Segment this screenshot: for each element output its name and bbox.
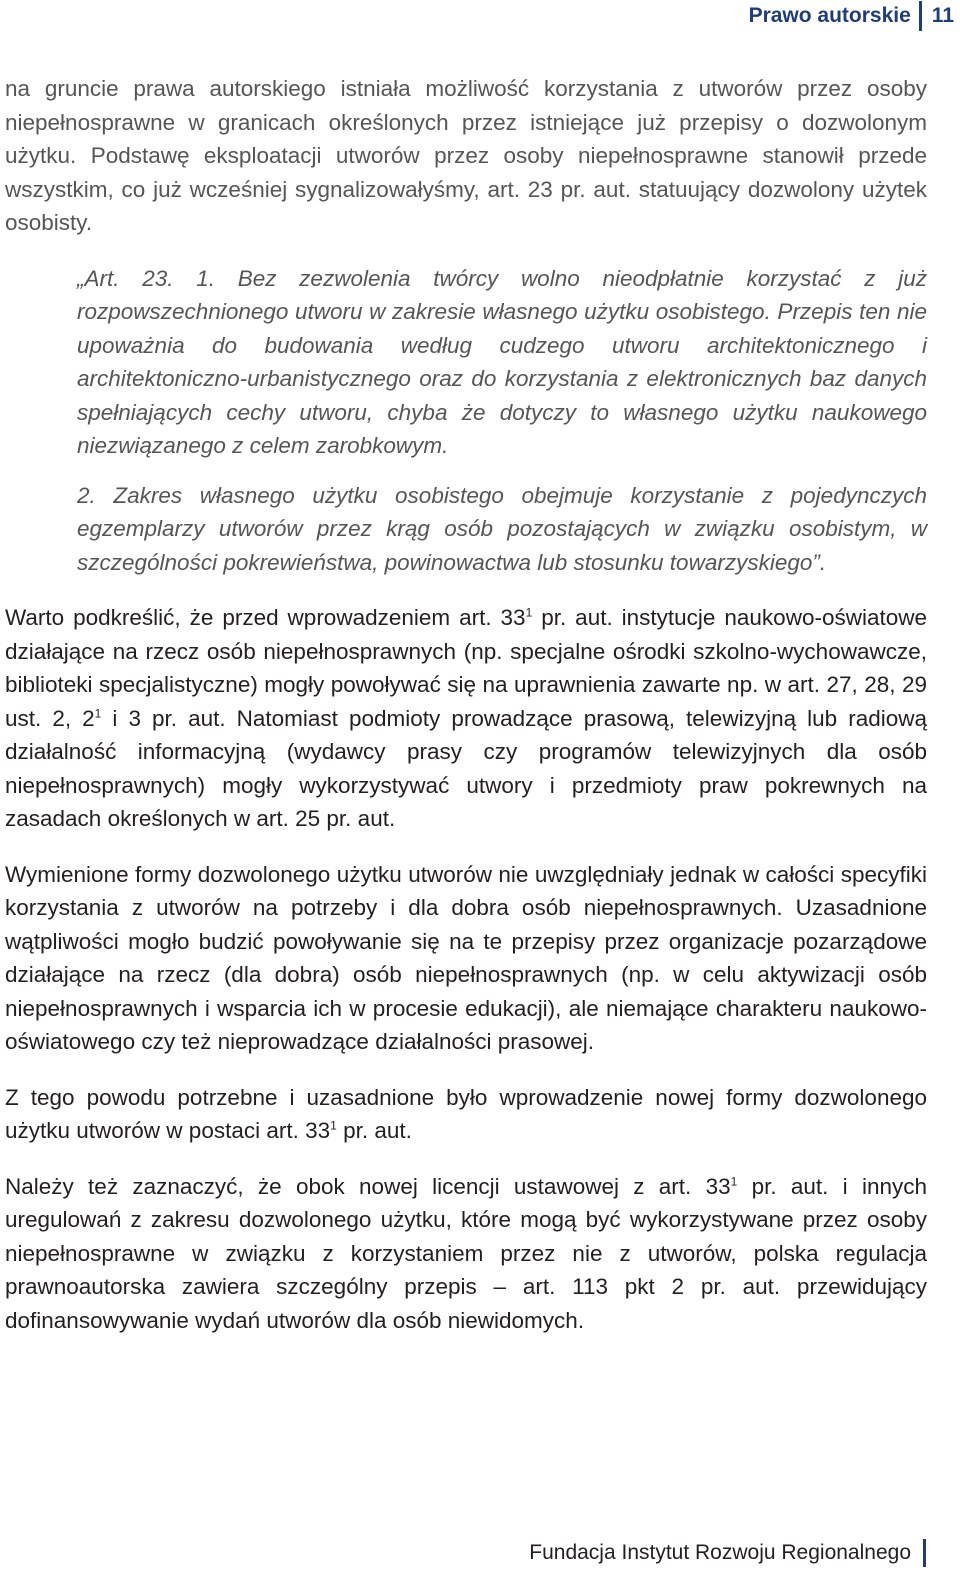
- footnote-superscript: 1: [94, 706, 102, 720]
- paragraph-4-text-a: Należy też zaznaczyć, że obok nowej licencji ustawowej z art. 33: [5, 1173, 731, 1199]
- footer-publisher: Fundacja Instytut Rozwoju Regionalnego: [529, 1541, 911, 1564]
- footnote-superscript: 1: [330, 1118, 337, 1133]
- paragraph-1-text-a: Warto podkreślić, że przed wprowadzeniem art. 33: [5, 605, 526, 630]
- page-body: [5, 72, 927, 1337]
- quote-paragraph-1: „Art. 23. 1. Bez zezwolenia twórcy wolno nieodpłatnie korzystać z już rozpowszechnionego utworu w zakresie własnego użytku osobistego. Przepis ten nie upoważnia do budowania według cudzego utworu architektonicznego i architektoniczno-urbanistycznego oraz do korzystania z elektronicznych baz danych spełniających cechy utworu, chyba że dotyczy to własnego użytku naukowego niezwiązanego z celem zarobkowym.: [77, 265, 927, 458]
- running-footer: [529, 1536, 926, 1570]
- paragraph-3-text-b: pr. aut.: [336, 1118, 412, 1143]
- intro-paragraph: na gruncie prawa autorskiego istniała możliwość korzystania z utworów przez osoby niepełnosprawne w granicach określonych przez istniejące już przepisy o dozwolonym użytku. Podstawę eksploatacji utworów przez osoby niepełnosprawne stanowił przede wszystkim, co już wcześniej sygnalizowałyśmy, art. 23 pr. aut. statuujący dozwolony użytek osobisty.: [5, 76, 927, 235]
- paragraph-3: [5, 1081, 927, 1148]
- footer-separator: [923, 1539, 926, 1567]
- footnote-superscript: 1: [525, 605, 533, 620]
- page-number: 11: [931, 4, 954, 27]
- paragraph-4-text-b: pr. aut. i innych uregulowań z zakresu dozwolonego użytku, które mogą być wykorzystywane przez osoby niepełnosprawne w związku z korzystaniem przez nie z utworów, polska regulacja prawnoautorska zawiera szczególny przepis – art. 113 pkt 2 pr. aut. przewidujący dofinansowywanie wydań utworów dla osób niewidomych.: [5, 1173, 928, 1333]
- footnote-superscript: 1: [730, 1174, 738, 1188]
- paragraph-1-text-b: pr. aut. instytucje naukowo-oświatowe działające na rzecz osób niepełnosprawnych (np. specjalne ośrodki szkolno-wychowawcze, biblioteki specjalistyczne) mogły powoływać się na uprawnienia zawarte np. w art. 27, 28, 29 ust. 2, 2: [5, 605, 928, 731]
- paragraph-4: [5, 1170, 927, 1338]
- quote-paragraph-2: 2. Zakres własnego użytku osobistego obejmuje korzystanie z pojedynczych egzemplarzy utworów przez krąg osób pozostających w związku osobistym, w szczególności pokrewieństwa, powinowactwa lub stosunku towarzyskiego”.: [77, 482, 927, 575]
- header-separator: [919, 1, 922, 31]
- paragraph-3-text-a: Z tego powodu potrzebne i uzasadnione było wprowadzenie nowej formy dozwolonego użytku utworów w postaci art. 33: [5, 1084, 927, 1143]
- header-title: Prawo autorskie: [748, 4, 911, 27]
- running-header: [749, 0, 960, 32]
- paragraph-1: [5, 601, 927, 836]
- paragraph-2: Wymienione formy dozwolonego użytku utworów nie uwzględniały jednak w całości specyfiki korzystania z utworów na potrzeby i dla dobra osób niepełnosprawnych. Uzasadnione wątpliwości mogło budzić powoływanie się na te przepisy przez organizacje pozarządowe działające na rzecz (dla dobra) osób niepełnosprawnych (np. w celu aktywizacji osób niepełnosprawnych i wsparcia ich w procesie edukacji), ale niemające charakteru naukowo-oświatowego czy też nieprowadzące działalności prasowej.: [5, 861, 927, 1054]
- paragraph-1-text-c: i 3 pr. aut. Natomiast podmioty prowadzące prasową, telewizyjną lub radiową działalność informacyjną (wydawcy prasy czy programów telewizyjnych dla osób niepełnosprawnych) mogły wykorzystywać utwory i przedmioty praw pokrewnych na zasadach określonych w art. 25 pr. aut.: [5, 705, 928, 831]
